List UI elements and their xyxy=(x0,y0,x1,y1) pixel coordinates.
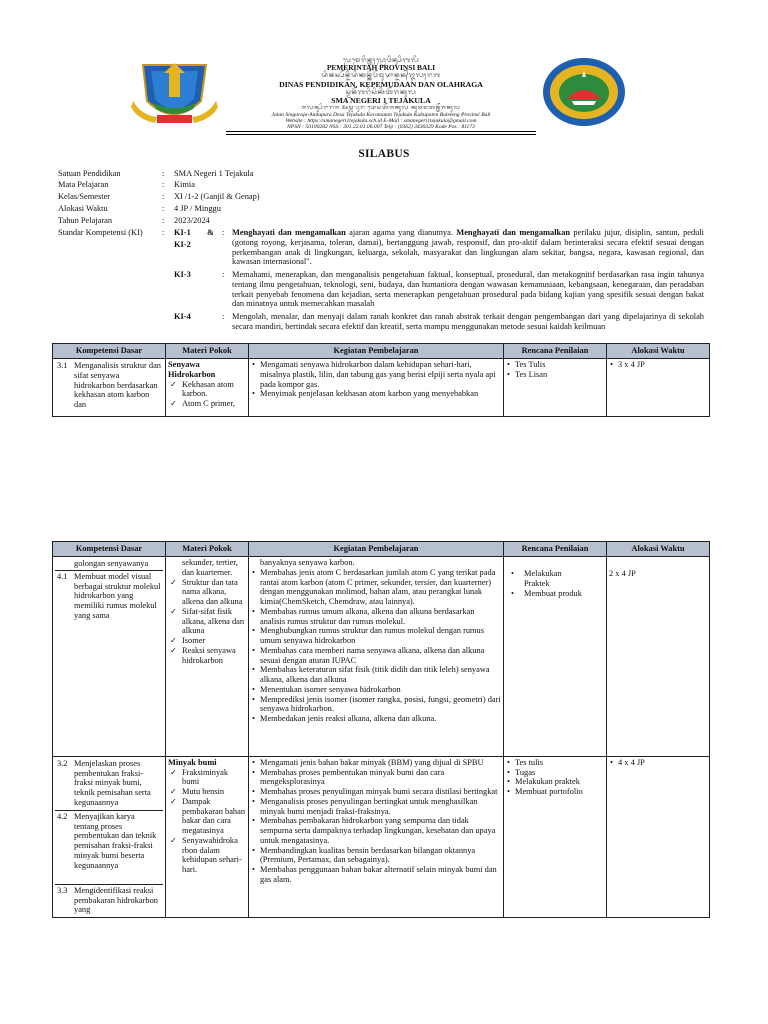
materi-item: ✓ Dampak pembakaran bahan bakar dan cara megatasinya xyxy=(168,797,246,836)
header-kompetensi-dasar: Kompetensi Dasar xyxy=(53,344,166,359)
letterhead-government: PEMERINTAH PROVINSI BALI xyxy=(326,63,436,72)
kd-entry xyxy=(55,570,163,755)
materi-item: ✓ Isomer xyxy=(168,636,246,646)
kd-text: golongan senyawanya xyxy=(74,559,149,568)
identity-colon: : xyxy=(162,180,165,189)
penilaian-item: • Melakukan praktek xyxy=(506,777,604,787)
ki-colon: : xyxy=(222,228,225,237)
kd-text: Membuat model visual berbagai struktur molekul hidrokarbon yang memiliki rumus molekul yang sama xyxy=(74,571,161,620)
kegiatan-item: • Menentukan isomer senyawa hidrokarbon xyxy=(251,685,501,695)
penilaian-item: • Tes Lisan xyxy=(506,370,604,380)
materi-cell xyxy=(166,359,249,417)
kegiatan-continuation: banyaknya senyawa karbon. xyxy=(260,558,355,567)
penilaian-cell xyxy=(504,557,607,757)
kd-cell xyxy=(53,557,166,757)
ki-bold-phrase: Menghayati dan mengamalkan xyxy=(456,228,571,237)
penilaian-item: • Tugas xyxy=(506,768,604,778)
letterhead-divider xyxy=(226,131,536,132)
identity-colon: : xyxy=(162,216,165,225)
alokasi-cell xyxy=(607,756,710,917)
kd-cell xyxy=(53,756,166,917)
header-alokasi-waktu: Alokasi Waktu xyxy=(607,542,710,557)
identity-label: Mata Pelajaran xyxy=(58,180,109,189)
ki-1-2-text xyxy=(232,228,704,267)
penilaian-list xyxy=(506,569,604,598)
kd-continuation xyxy=(55,558,163,570)
letterhead-script-line: ᬚᬮᬦ᭄ᬲᬶᬗᬭᬚ ᬅᬫ᭄ᬮᬧᬸᬭ ᬤᬾᬲᬢᭂᬚᬓᬸᬮ ᬓᬸᬘᬫᬢᬦ᭄ᬢᭂᬚᬓᬸᬮ xyxy=(301,105,461,111)
kegiatan-item: • Membahas keteraturan sifat fisik (titik didih dan titik leleh) senyawa alkana, alkena dan alkuna xyxy=(251,665,501,685)
ki-bold-phrase: Menghayati dan mengamalkan xyxy=(232,228,346,237)
letterhead-address: Jalan Singaraja-Amlapura Desa Tejakula Kecamatan Tejakula Kabupaten Buleleng Provinsi Bali xyxy=(271,112,491,118)
ki-code: KI-2 xyxy=(174,240,191,249)
alokasi-cell xyxy=(607,557,710,757)
kd-entry xyxy=(55,758,163,810)
ki-4-text: Mengolah, menalar, dan menyaji dalam ranah konkret dan ranah abstrak terkait dengan pengembangan dari yang dipelajarinya di sekolah secara mandiri, bertindak secara efektif dan kreatif, serta mampu menggunakan metode sesuai kaidah keilmuan xyxy=(232,312,704,331)
ki-code: KI-3 xyxy=(174,270,191,279)
kd-text: Menjelaskan proses pembentukan fraksi-fraksi minyak bumi, teknik pemisahan serta kegunaannya xyxy=(74,758,151,807)
materi-list xyxy=(168,578,246,666)
materi-list xyxy=(168,768,246,875)
penilaian-list xyxy=(506,360,604,380)
kd-number: 3.2 xyxy=(57,758,68,768)
penilaian-cell xyxy=(504,756,607,917)
identity-label: Tahun Pelajaran xyxy=(58,216,113,225)
identity-label: Standar Kompetensi (KI) xyxy=(58,228,143,237)
kegiatan-item: • Membedakan jenis reaksi alkana, alkena dan alkuna. xyxy=(251,714,501,724)
alokasi-value: 2 x 4 JP xyxy=(609,569,636,578)
ki-3-text: Memahami, menerapkan, dan menganalisis pengetahuan faktual, konseptual, prosedural, dan metakognitif berdasarkan rasa ingin tahunya tentang ilmu pengetahuan, teknologi, seni, budaya, dan humaniora dengan wawasan kemanusiaan, kebangsaan, kenegaraan, dan peradaban terkait penyebab fenomena dan kejadian, serta menerapkan pengetahuan prosedural pada bidang kajian yang spesifik sesuai dengan bakat dan minatnya untuk memecahkan masalah xyxy=(232,270,704,309)
materi-title: Senyawa Hidrokarbon xyxy=(168,360,216,379)
kegiatan-item: • Membahas proses penyulingan minyak bumi secara distilasi bertingkat xyxy=(251,787,501,797)
kd-cell xyxy=(53,359,166,417)
identity-colon: : xyxy=(162,228,165,237)
header-kegiatan-pembelajaran: Kegiatan Pembelajaran xyxy=(249,344,504,359)
letterhead-script-line: ᬧᬾᬫᬾᬭᬶᬦ᭄ᬢᬄᬧ᭄ᬭᭀᬯᬶᬦ᭄ᬲᬶᬩᬮᬶ xyxy=(342,57,420,64)
identity-value: 4 JP / Minggu xyxy=(174,204,221,213)
materi-item: ✓ Sifat-sifat fisik alkana, alkena dan alkuna xyxy=(168,607,246,636)
kegiatan-cell xyxy=(249,756,504,917)
syllabus-table-continued xyxy=(52,541,710,918)
kegiatan-item: • Membahas jenis atom C berdasarkan jumlah atom C yang terikat pada rantai atom karbon (atom C primer, sekunder, tersier, dan kuarterner) dengan menggunakan molimod, bahan alam, atau perangkat lunak kimia(ChemSketch, Chemdraw, atau lainnya). xyxy=(251,568,501,607)
identity-colon: : xyxy=(162,192,165,201)
kegiatan-item: • Membandingkan kualitas bensin berdasarkan bilangan oktannya (Premium, Pertamax, dan sebagainya). xyxy=(251,846,501,866)
header-rencana-penilaian: Rencana Penilaian xyxy=(504,344,607,359)
ki-text-run: perilaku jujur, disiplin, santun, peduli (gotong royong, kerjasama, toleran, damai), bertanggung jawab, responsif, dan pro-aktif dalam berinteraksi secara efektif sesuai dengan perkembangan anak di lingkungan, keluarga, sekolah, masyarakat dan lingkungan alam sekitar, bangsa, negara, kawasan regional, dan kawasan internasional". xyxy=(232,228,705,267)
kegiatan-item: • Memprediksi jenis isomer (isomer rangka, posisi, fungsi, geometri) dari senyawa hidrokarbon. xyxy=(251,695,501,715)
bali-province-emblem xyxy=(131,57,218,127)
identity-colon: : xyxy=(162,204,165,213)
identity-colon: : xyxy=(162,169,165,178)
kegiatan-item: • Membahas penggunaan bahan bakar alternatif selain minyak bumi dan gas alam. xyxy=(251,865,501,885)
kd-number: 4.1 xyxy=(57,571,68,581)
kd-number: 3.3 xyxy=(57,885,68,895)
header-materi-pokok: Materi Pokok xyxy=(166,344,249,359)
penilaian-cell xyxy=(504,359,607,417)
alokasi-item: • 4 x 4 JP xyxy=(609,758,707,768)
letterhead-web: Website : https://smanegeri1tejakula.sch.id E-Mail : smanegeri1tejakula@gmail.com xyxy=(285,118,477,124)
kegiatan-list xyxy=(251,568,501,724)
letterhead-school: SMA NEGERI 1 TEJAKULA xyxy=(331,96,431,105)
kegiatan-item: • Mengamati senyawa hidrokarbon dalam kehidupan sehari-hari, misalnya plastik, lilin, dan tabung gas yang berisi elpiji serta nyala api pada kompor gas. xyxy=(251,360,501,389)
header-alokasi-waktu: Alokasi Waktu xyxy=(607,344,710,359)
ki-text-run: ajaran agama yang dianutnya. xyxy=(345,228,457,237)
ki-code: KI-4 xyxy=(174,312,191,321)
kd-number: 3.1 xyxy=(57,361,68,370)
kegiatan-list xyxy=(251,758,501,885)
penilaian-item: • Tes Tulis xyxy=(506,360,604,370)
identity-label: Kelas/Semester xyxy=(58,192,111,201)
school-emblem xyxy=(542,57,626,127)
kegiatan-item: • Membahas proses pembentukan minyak bumi dan cara mengeksplorasinya xyxy=(251,768,501,788)
table-header-row xyxy=(53,344,710,359)
letterhead-npsn: NPSN : 50100282 NSS : 301.22.01.06.007 Telp : (0362) 3430329 Kode Pos : 81173 xyxy=(287,124,475,130)
alokasi-item: • 3 x 4 JP xyxy=(609,360,707,370)
ki-ampersand: & xyxy=(207,228,214,237)
penilaian-item: • Membuat produk xyxy=(510,589,604,599)
materi-item: ✓ Kekhasan atom karbon. xyxy=(168,380,246,400)
kegiatan-cell xyxy=(249,557,504,757)
identity-value: SMA Negeri 1 Tejakula xyxy=(174,169,254,178)
header-rencana-penilaian: Rencana Penilaian xyxy=(504,542,607,557)
letterhead-script-line: ᬤᬶᬦᬲ᭄ᬧᭂᬦ᭄ᬤᬶᬤᬶᬓᬦ᭄ᬓᭂᬧᭂᬫᬸᬤᬵᬦ᭄ᬤᬦ᭄ᬑᬮᬄᬭᬕ xyxy=(321,72,441,79)
kd-text: Menganalisis struktur dan sifat senyawa hidrokarbon berdasarkan kekhasan atom karbon dan xyxy=(74,361,161,409)
materi-item: ✓ Reaksi senyawa hidrokarbon xyxy=(168,646,246,666)
identity-value: XI /1-2 (Ganjil & Genap) xyxy=(174,192,260,201)
alokasi-list xyxy=(609,758,707,768)
penilaian-list xyxy=(506,758,604,797)
alokasi-cell xyxy=(607,359,710,417)
kegiatan-item: • Membahas rumus umum alkana, alkena dan alkuna berdasarkan analisis rumus struktur dan rumus molekul. xyxy=(251,607,501,627)
identity-value: 2023/2024 xyxy=(174,216,210,225)
materi-item: ✓ Struktur dan tata nama alkana, alkena dan alkuna xyxy=(168,578,246,607)
identity-value: Kimia xyxy=(174,180,195,189)
ki-colon: : xyxy=(222,270,225,279)
kd-entry xyxy=(55,810,163,884)
ki-colon: : xyxy=(222,312,225,321)
kegiatan-cell xyxy=(249,359,504,417)
materi-cell xyxy=(166,557,249,757)
syllabus-table xyxy=(52,343,710,417)
materi-item: ✓ Senyawahidroka rbon dalam kehidupan sehari-hari. xyxy=(168,836,246,875)
kd-text: Menyajikan karya tentang proses pembentukan dan teknik pemisahan fraksi-fraksi minyak bumi beserta kegunaannya xyxy=(74,811,157,870)
materi-item: ✓ Fraksiminyak bumi xyxy=(168,768,246,788)
penilaian-item: • Melakukan Praktek xyxy=(510,569,604,589)
table-row xyxy=(53,557,710,757)
header-kompetensi-dasar: Kompetensi Dasar xyxy=(53,542,166,557)
identity-label: Satuan Pendidikan xyxy=(58,169,121,178)
table-header-row xyxy=(53,542,710,557)
letterhead-agency: DINAS PENDIDIKAN, KEPEMUDAAN DAN OLAHRAGA xyxy=(279,80,483,89)
penilaian-item: • Membuat portofolio xyxy=(506,787,604,797)
ki-code: KI-1 xyxy=(174,228,191,237)
alokasi-list xyxy=(609,360,707,370)
kd-entry xyxy=(55,884,163,916)
kegiatan-list xyxy=(251,360,501,399)
kegiatan-item: • Mengamati jenis bahan bakar minyak (BBM) yang dijual di SPBU xyxy=(251,758,501,768)
table-row xyxy=(53,359,710,417)
letterhead-divider xyxy=(226,134,536,135)
kegiatan-item: • Membahas pembakaran hidrokarbon yang sempurna dan tidak sempurna serta dampaknya terhadap lingkungan, kesehatan dan upaya untuk mengatasinya. xyxy=(251,816,501,845)
header-kegiatan-pembelajaran: Kegiatan Pembelajaran xyxy=(249,542,504,557)
header-materi-pokok: Materi Pokok xyxy=(166,542,249,557)
penilaian-item: • Tes tulis xyxy=(506,758,604,768)
kegiatan-item: • Menghubungkan rumus struktur dan rumus molekul dengan rumus umum senyawa hidrokarbon xyxy=(251,626,501,646)
kegiatan-item: • Menganalisis proses penyulingan bertingkat untuk menghasilkan minyak bumi menjadi fraksi-fraksinya. xyxy=(251,797,501,817)
materi-item: ✓ Mutu bensin xyxy=(168,787,246,797)
kegiatan-item: • Menyimak penjelasan kekhasan atom karbon yang menyebabkan xyxy=(251,389,501,399)
letterhead-script-line: ᬲ᭄ᬫᬦᭂᬕᬭᬶᬲᬶᬓᬶᬢᭂᬚᬓᬸᬮ xyxy=(345,89,417,96)
kd-entry xyxy=(55,360,163,415)
kd-text: Mengidentifikasi reaksi pembakaran hidrokarbon yang xyxy=(74,885,158,915)
kd-number: 4.2 xyxy=(57,811,68,821)
identity-label: Alokasi Waktu xyxy=(58,204,108,213)
document-title: SILABUS xyxy=(358,148,410,160)
table-row xyxy=(53,756,710,917)
materi-title: Minyak bumi xyxy=(168,757,217,767)
materi-list xyxy=(168,380,246,409)
kegiatan-item: • Membahas cara memberi nama senyawa alkana, alkena dan alkuna sesuai dengan aturan IUPAC xyxy=(251,646,501,666)
materi-continuation: sekunder, tertier, dan kuarterner. xyxy=(182,558,238,577)
materi-cell xyxy=(166,756,249,917)
materi-item: ✓ Atom C primer, xyxy=(168,399,246,409)
